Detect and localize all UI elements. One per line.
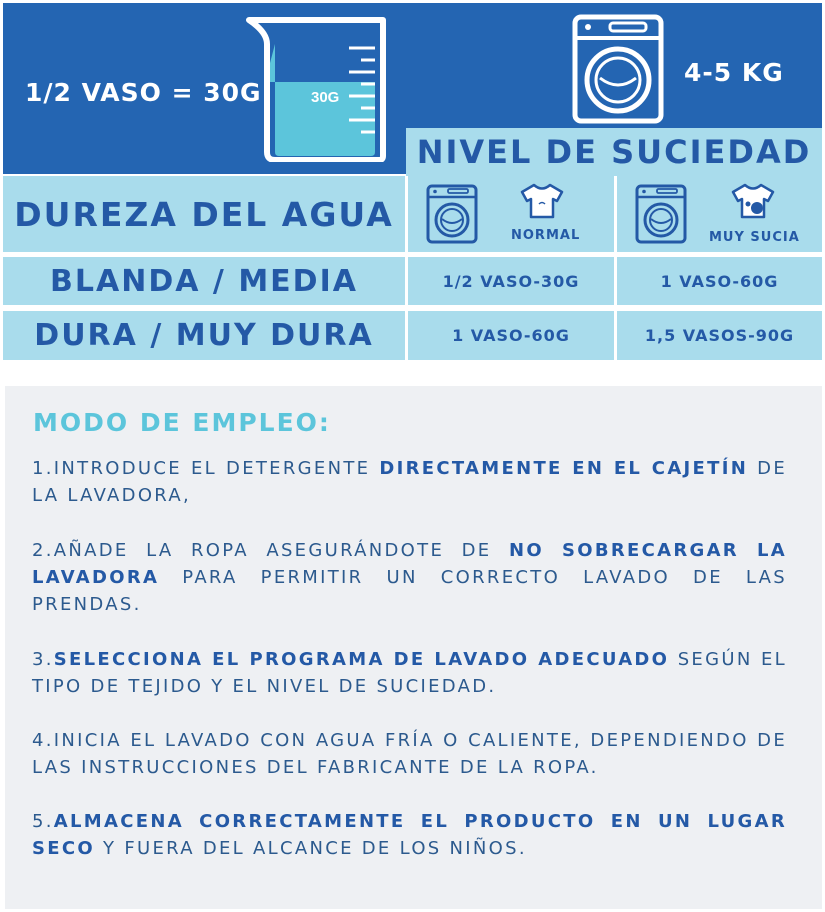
beaker-label: 30G: [311, 89, 340, 106]
dose-value: 1/2 VASO-30G: [442, 271, 580, 291]
load-capacity-label: 4-5 KG: [684, 58, 784, 87]
row-label: DURA / MUY DURA: [34, 318, 374, 353]
instructions-title: MODO DE EMPLEO:: [33, 408, 331, 437]
table-cell: [617, 311, 822, 360]
dose-value: 1 VASO-60G: [452, 326, 570, 345]
instruction-step: 3.SELECCIONA EL PROGRAMA DE LAVADO ADECUADO SEGÚN EL TIPO DE TEJIDO Y EL NIVEL DE SUCIEDAD.: [32, 649, 788, 697]
row-dura-muy-dura: [3, 311, 405, 360]
washing-machine-icon: [572, 14, 664, 124]
tshirt-icon: [520, 182, 564, 220]
washing-machine-icon: [635, 184, 687, 244]
water-hardness-title: DUREZA DEL AGUA: [14, 194, 394, 234]
dose-value: 1,5 VASOS-90G: [644, 326, 795, 345]
instruction-step: 5.ALMACENA CORRECTAMENTE EL PRODUCTO EN UN LUGAR SECO Y FUERA DEL ALCANCE DE LOS NIÑOS.: [32, 811, 787, 859]
column-muy-sucia-label: MUY SUCIA: [709, 230, 800, 245]
measuring-beaker-icon: [245, 14, 390, 162]
table-cell: [408, 257, 614, 305]
washing-machine-icon: [426, 184, 478, 244]
instruction-step: 4.INICIA EL LAVADO CON AGUA FRÍA O CALIENTE, DEPENDIENDO DE LAS INSTRUCCIONES DEL FABRICANTE DE LA ROPA.: [32, 730, 787, 778]
soil-level-title: NIVEL DE SUCIEDAD: [416, 133, 812, 171]
row-blanda-media: [3, 257, 405, 305]
table-cell: [617, 257, 822, 305]
instruction-step: 1.INTRODUCE EL DETERGENTE DIRECTAMENTE EN EL CAJETÍN DE LA LAVADORA,: [32, 458, 787, 506]
column-normal-label: NORMAL: [511, 228, 581, 243]
dirty-tshirt-icon: [731, 182, 775, 220]
table-cell: [408, 311, 614, 360]
soil-level-header: [406, 128, 822, 176]
instruction-step: 2.AÑADE LA ROPA ASEGURÁNDOTE DE NO SOBRECARGAR LA LAVADORA PARA PERMITIR UN CORRECTO LAVADO DE LAS PRENDAS.: [32, 540, 788, 615]
dose-label: 1/2 VASO = 30G: [25, 78, 262, 107]
dose-value: 1 VASO-60G: [660, 271, 779, 291]
water-hardness-header: [3, 176, 405, 252]
column-normal: [408, 176, 614, 252]
row-label: BLANDA / MEDIA: [50, 263, 358, 299]
column-muy-sucia: [617, 176, 822, 252]
